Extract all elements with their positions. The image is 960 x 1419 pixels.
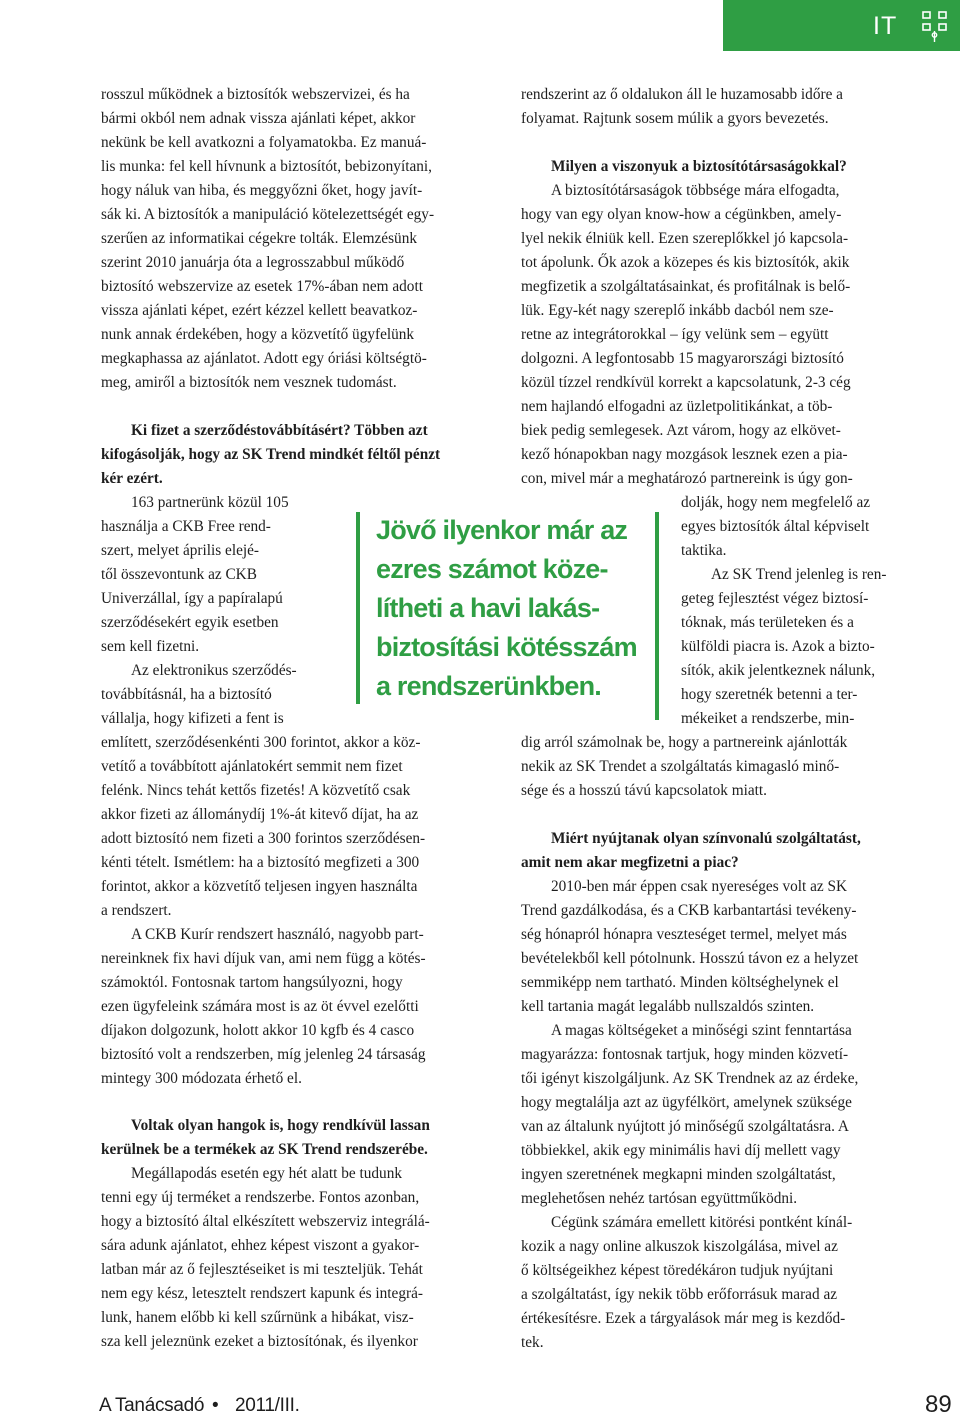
left-line: számoktól. Fontosnak tartom hangsúlyozni, hogy	[101, 974, 403, 991]
right-line: kell tartania magát legalább nullszaldós szinten.	[521, 998, 815, 1015]
right-line: A magas költségeket a minőségi szint fenntartása	[551, 1022, 852, 1039]
left-line: Az elektronikus szerződés-	[131, 662, 297, 679]
interview-question: Voltak olyan hangok is, hogy rendkívül lassan	[131, 1117, 430, 1134]
left-line: biztosító volt a rendszerben, míg jelenleg 24 társaság	[101, 1046, 426, 1063]
left-line: nereinknek fix havi díjuk van, ami nem függ a kötés-	[101, 950, 426, 967]
right-line: többiekkel, akik egy minimális havi díj mellett vagy	[521, 1142, 841, 1159]
interview-question: kér ezért.	[101, 470, 163, 487]
right-line: Trend gazdálkodása, és a CKB karbantartási tevékeny-	[521, 902, 857, 919]
left-line: hogy náluk van hiba, és meggyőzni őket, hogy javít-	[101, 182, 423, 199]
right-line: nekik az SK Trendet a szolgáltatás kimagasló minő-	[521, 758, 840, 775]
left-line: Megállapodás esetén egy hét alatt be tudunk	[131, 1165, 403, 1182]
left-line: vissza ajánlati képet, ezért kézzel kellett beavatkoz-	[101, 302, 418, 319]
left-line: felénk. Nincs tehát kettős fizetés! A közvetítő csak	[101, 782, 411, 799]
pull-quote-line: a rendszerünkben.	[376, 671, 601, 701]
right-line: mékeiket a rendszerbe, min-	[681, 710, 855, 727]
right-line: magyarázza: fontosnak tartjuk, hogy minden közvetí-	[521, 1046, 849, 1063]
right-line: sége és a hosszú távú kapcsolatok miatt.	[521, 782, 767, 799]
right-line: kező hónapokban nagy mozgások lesznek ezen a pia-	[521, 446, 848, 463]
interview-question: amit nem akar megfizetni a piac?	[521, 854, 739, 871]
left-line: től összevontunk az CKB	[101, 566, 257, 583]
right-line: hogy szeretnék betenni a ter-	[681, 686, 858, 703]
pull-quote-line: lítheti a havi lakás-	[376, 593, 600, 623]
left-line: sza kell jeleznünk ezeket a biztosítónak, és ilyenkor	[101, 1333, 418, 1350]
left-line: sák ki. A biztosítók a manipuláció kötelezettségét egy-	[101, 206, 435, 223]
right-line: semmiképp nem tartható. Minden költséghelynek el	[521, 974, 839, 991]
right-line: egyes biztosítók által képviselt	[681, 518, 870, 535]
left-line: adott biztosító nem fizeti a 300 forintos szerződésen-	[101, 830, 426, 847]
right-line: sítók, akik jelentkeznek nálunk,	[681, 662, 876, 679]
left-line: 163 partnerünk közül 105	[131, 494, 289, 511]
right-line: tek.	[521, 1334, 544, 1351]
left-line: nekünk be kell avatkozni a folyamatokba. Ez manuá-	[101, 134, 427, 151]
left-line: használja a CKB Free rend-	[101, 518, 271, 535]
left-line: nem egy kész, letesztelt rendszert kapunk és integrá-	[101, 1285, 423, 1302]
left-line: vetítő a továbbított ajánlatokért semmit nem fizet	[101, 758, 403, 775]
right-line: geteg fejlesztést végez biztosí-	[681, 590, 869, 607]
footer-bullet: •	[212, 1395, 219, 1416]
right-line: dolják, hogy nem megfelelő az	[681, 494, 871, 511]
left-line: szerint 2010 januárja óta a legrosszabbul működő	[101, 254, 405, 271]
left-line: tenni egy új terméket a rendszerbe. Fontos azonban,	[101, 1189, 420, 1206]
right-line: hogy megtalálja azt az ügyfélkört, amelynek szüksége	[521, 1094, 852, 1111]
interview-question: kifogásolják, hogy az SK Trend mindkét féltől pénzt	[101, 446, 441, 463]
left-line: sem kell fizetni.	[101, 638, 200, 655]
left-line: kénti tételt. Ismétlem: ha a biztosító megfizeti a 300	[101, 854, 420, 871]
left-line: akkor fizeti az állománydíj 1%-át kitevő díjat, ha az	[101, 806, 419, 823]
interview-question: Milyen a viszonyuk a biztosítótársaságokkal?	[551, 158, 847, 175]
left-line: nunk annak érdekében, hogy a közvetítő ügyfelünk	[101, 326, 415, 343]
right-line: con, mivel már a meghatározó partnereink is úgy gon-	[521, 470, 853, 487]
left-line: A CKB Kurír rendszert használó, nagyobb part-	[131, 926, 424, 943]
right-line: A biztosítótársaságok többsége mára elfogadta,	[551, 182, 840, 199]
interview-question: Miért nyújtanak olyan színvonalú szolgáltatást,	[551, 830, 861, 847]
left-line: szerűen az informatikai cégekre tolták. Elemzésünk	[101, 230, 417, 247]
left-line: sára adunk ajánlatot, ehhez képest viszont a gyakor-	[101, 1237, 420, 1254]
left-line: a rendszert.	[101, 902, 172, 919]
left-line: Univerzállal, így a papíralapú	[101, 590, 283, 607]
right-line: taktika.	[681, 542, 727, 559]
left-line: lis munka: fel kell hívnunk a biztosítót, bebizonyítani,	[101, 158, 432, 175]
right-line: lük. Egy-két nagy szereplő inkább dacból nem sze-	[521, 302, 834, 319]
left-line: rosszul működnek a biztosítók webszervizei, és ha	[101, 86, 410, 103]
left-line: vállalja, hogy kifizeti a fent is	[101, 710, 284, 727]
issue-number: 2011/III.	[235, 1395, 300, 1416]
right-line: dig arról számolnak be, hogy a partnereink ajánlották	[521, 734, 848, 751]
right-line: lyel nekik élniük kell. Ezen szereplőkkel jó kapcsola-	[521, 230, 849, 247]
right-line: ség hónapról hónapra veszteséget termel, melyet más	[521, 926, 847, 943]
right-line: kozik a nagy online alkuszok kiszolgálása, mivel az	[521, 1238, 838, 1255]
page-number: 89	[925, 1391, 952, 1418]
section-label: IT	[873, 12, 898, 40]
interview-question: Ki fizet a szerződéstovábbításért? Többen azt	[131, 422, 428, 439]
left-line: szerződésekért egyik esetben	[101, 614, 279, 631]
right-line: meglehetősen nehéz tartósan együttműködni.	[521, 1190, 798, 1207]
pull-quote-line: biztosítási kötésszám	[376, 632, 637, 662]
left-line: díjakon dolgozunk, holott akkor 10 kgfb és 4 casco	[101, 1022, 415, 1039]
right-line: retne az integrátorokkal – így velünk sem – együtt	[521, 326, 829, 343]
left-line: biztosító webszervize az esetek 17%-ában nem adott	[101, 278, 423, 295]
right-line: biek pedig semlegesek. Azt várom, hogy az elkövet-	[521, 422, 841, 439]
pull-quote-line: ezres számot köze-	[376, 554, 608, 584]
right-line: dolgozni. A legfontosabb 15 magyarországi biztosító	[521, 350, 844, 367]
pull-quote-line: Jövő ilyenkor már az	[376, 515, 628, 545]
right-line: bevételekből kell pótolnunk. Hosszú távon ez a helyzet	[521, 950, 859, 967]
network-icon	[921, 9, 951, 45]
left-line: említett, szerződésenkénti 300 forintot, akkor a köz-	[101, 734, 421, 751]
section-header-bar	[723, 0, 960, 51]
right-line: megfizetik a szolgáltatásainkat, és profitálnak is belő-	[521, 278, 851, 295]
left-line: megkaphassa az ajánlatot. Adott egy óriási költségtö-	[101, 350, 427, 367]
interview-question: kerülnek be a termékek az SK Trend rendszerébe.	[101, 1141, 428, 1158]
left-line: szert, melyet április elejé-	[101, 542, 259, 559]
left-line: továbbításnál, ha a biztosító	[101, 686, 272, 703]
right-line: van az általunk nyújtott jó minőségű szolgáltatásra. A	[521, 1118, 849, 1135]
left-line: forintot, akkor a közvetítő teljesen ingyen használta	[101, 878, 418, 895]
right-line: ingyen szeretnének megkapni minden szolgáltatást,	[521, 1166, 836, 1183]
right-line: Cégünk számára emellett kitörési pontként kínál-	[551, 1214, 853, 1231]
right-line: 2010-ben már éppen csak nyereséges volt az SK	[551, 878, 848, 895]
pull-quote-rule-left	[356, 512, 360, 704]
left-line: ezen ügyfeleink számára most is az öt évvel ezelőtti	[101, 998, 419, 1015]
publication-name: A Tanácsadó	[99, 1395, 205, 1416]
right-line: Az SK Trend jelenleg is ren-	[711, 566, 887, 583]
right-line: nem hajlandó elfogadni az üzletpolitikánkat, a töb-	[521, 398, 833, 415]
right-line: értékesítésre. Ezek a tárgyalások már meg is kezdőd-	[521, 1310, 846, 1327]
pull-quote-rule-right	[655, 512, 659, 720]
right-line: tői igényt kiszolgáljunk. Az SK Trendnek az az érdeke,	[521, 1070, 859, 1087]
left-line: bármi okból nem adnak vissza ajánlati képet, akkor	[101, 110, 416, 127]
right-line: rendszerint az ő oldalukon áll le huzamosabb időre a	[521, 86, 843, 103]
left-line: mintegy 300 módozata érhető el.	[101, 1070, 302, 1087]
left-line: meg, amiről a biztosítók nem vesznek tudomást.	[101, 374, 397, 391]
right-line: tóknak, más területeken és a	[681, 614, 854, 631]
right-line: folyamat. Rajtunk sosem múlik a gyors bevezetés.	[521, 110, 829, 127]
right-line: közül tízzel rendkívül korrekt a kapcsolatunk, 2-3 cég	[521, 374, 851, 391]
left-line: latban már az ő fejlesztéseiket is mi teszteljük. Tehát	[101, 1261, 423, 1278]
right-line: hogy van egy olyan know-how a cégünkben, amely-	[521, 206, 842, 223]
left-line: hogy a biztosító által elkészített webszerviz integrálá-	[101, 1213, 430, 1230]
right-line: tot ápolunk. Ők azok a közepes és kis biztosítók, akik	[521, 254, 850, 271]
right-line: a szolgáltatást, így nekik több erőforrásuk marad az	[521, 1286, 838, 1303]
left-line: lunk, hanem előbb ki kell szűrnünk a hibákat, visz-	[101, 1309, 414, 1326]
right-line: ő költségeikhez képest töredékáron tudjuk nyújtani	[521, 1262, 834, 1279]
right-line: külföldi piacra is. Azok a bizto-	[681, 638, 875, 655]
